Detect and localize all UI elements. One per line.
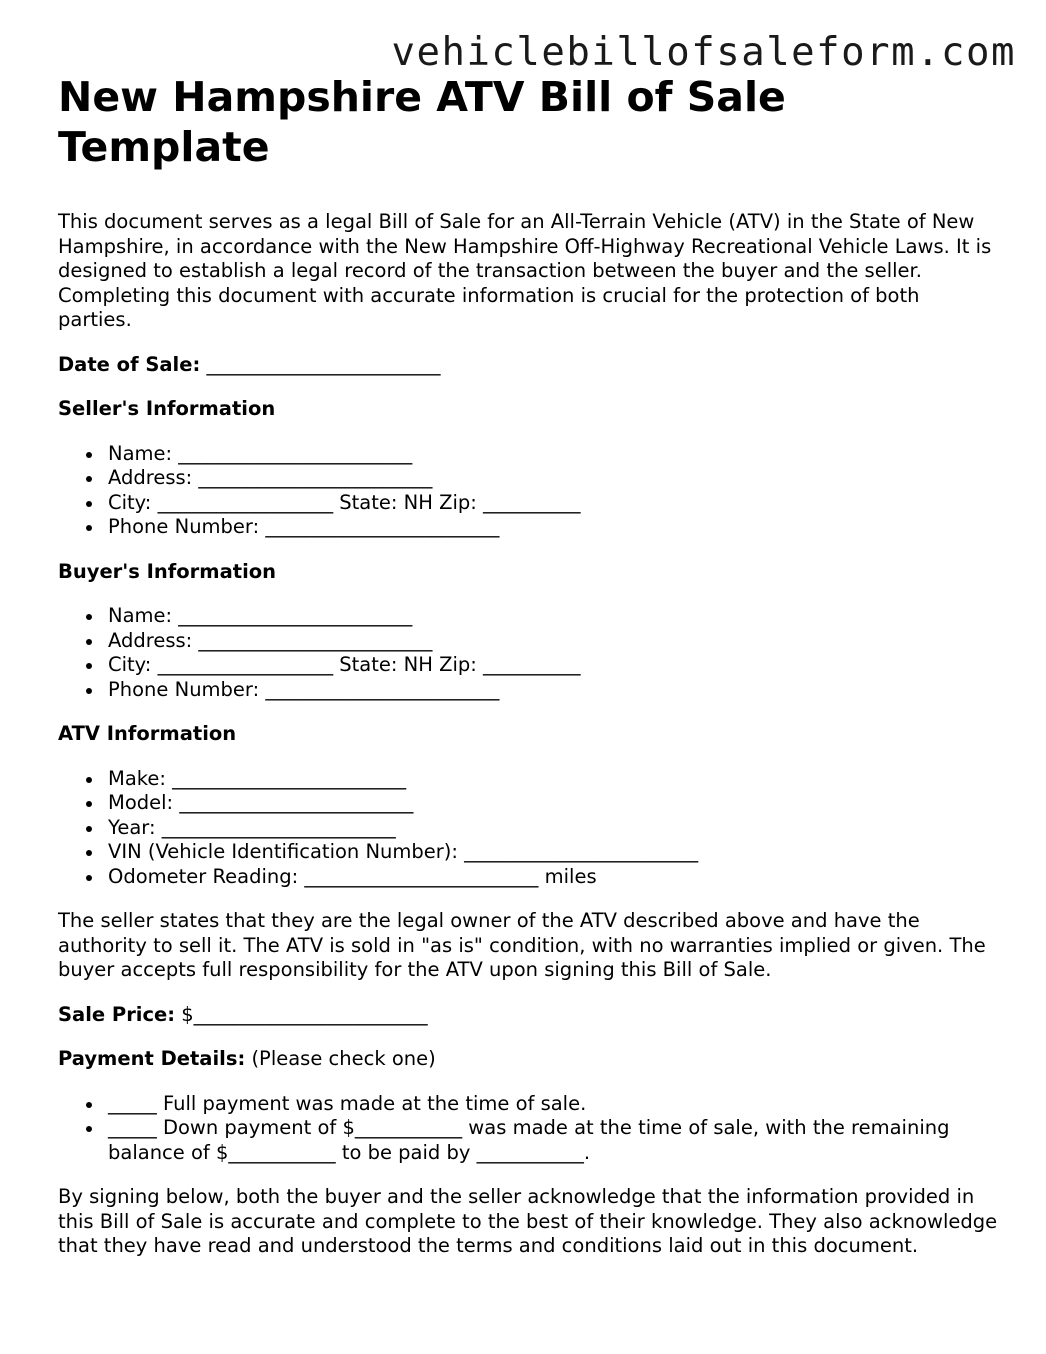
buyer-heading: Buyer's Information (58, 559, 277, 583)
watermark-text: vehiclebillofsaleform.com (391, 30, 1016, 75)
payment-option-down: _____ Down payment of $___________ was made at the time of sale, with the remaining balance of $___________ to be paid by ___________. (108, 1116, 998, 1165)
payment-option-full: _____ Full payment was made at the time of sale. (108, 1092, 998, 1117)
atv-model-field: Model: ________________________ (108, 791, 998, 816)
payment-details-label: Payment Details: (58, 1047, 246, 1070)
date-of-sale-line (58, 353, 998, 378)
intro-paragraph: This document serves as a legal Bill of Sale for an All-Terrain Vehicle (ATV) in the State of New Hampshire, in accordance with the New Hampshire Off-Highway Recreational Vehicle Laws. It is designed to establish a legal record of the transaction between the buyer and the seller. Completing this document with accurate information is crucial for the protection of both parties. (58, 210, 992, 331)
buyer-address-field: Address: ________________________ (108, 629, 998, 654)
buyer-phone-field: Phone Number: ________________________ (108, 678, 998, 703)
buyer-city-state-zip-field: City: __________________ State: NH Zip: __________ (108, 653, 998, 678)
seller-address-field: Address: ________________________ (108, 466, 998, 491)
atv-odometer-field: Odometer Reading: ________________________ miles (108, 865, 998, 890)
seller-list (58, 442, 998, 540)
seller-statement-paragraph: The seller states that they are the legal owner of the ATV described above and have the authority to sell it. The ATV is sold in "as is" condition, with no warranties implied or given. The buyer accepts full responsibility for the ATV upon signing this Bill of Sale. (58, 909, 986, 981)
payment-details-line (58, 1047, 998, 1072)
seller-name-field: Name: ________________________ (108, 442, 998, 467)
sale-price-blank: $________________________ (175, 1002, 428, 1026)
seller-heading: Seller's Information (58, 397, 276, 420)
document-page (58, 72, 998, 1279)
atv-heading: ATV Information (58, 722, 237, 745)
atv-year-field: Year: ________________________ (108, 816, 998, 841)
seller-phone-field: Phone Number: ________________________ (108, 515, 998, 540)
buyer-name-field: Name: ________________________ (108, 604, 998, 629)
sale-price-label: Sale Price: (58, 1002, 176, 1026)
payment-options-list (58, 1092, 998, 1166)
sale-price-line (58, 1003, 998, 1028)
atv-list (58, 767, 998, 890)
closing-paragraph: By signing below, both the buyer and the seller acknowledge that the information provided in this Bill of Sale is accurate and complete to the best of their knowledge. They also acknowledge that they have read and understood the terms and conditions laid out in this document. (58, 1185, 998, 1257)
seller-city-state-zip-field: City: __________________ State: NH Zip: __________ (108, 491, 998, 516)
atv-make-field: Make: ________________________ (108, 767, 998, 792)
buyer-list (58, 604, 998, 702)
atv-vin-field: VIN (Vehicle Identification Number): ________________________ (108, 840, 998, 865)
page-title: New Hampshire ATV Bill of Sale Template (58, 73, 786, 171)
date-of-sale-label: Date of Sale: (58, 352, 201, 376)
payment-details-note: (Please check one) (245, 1047, 436, 1070)
date-of-sale-blank: ________________________ (200, 352, 441, 376)
